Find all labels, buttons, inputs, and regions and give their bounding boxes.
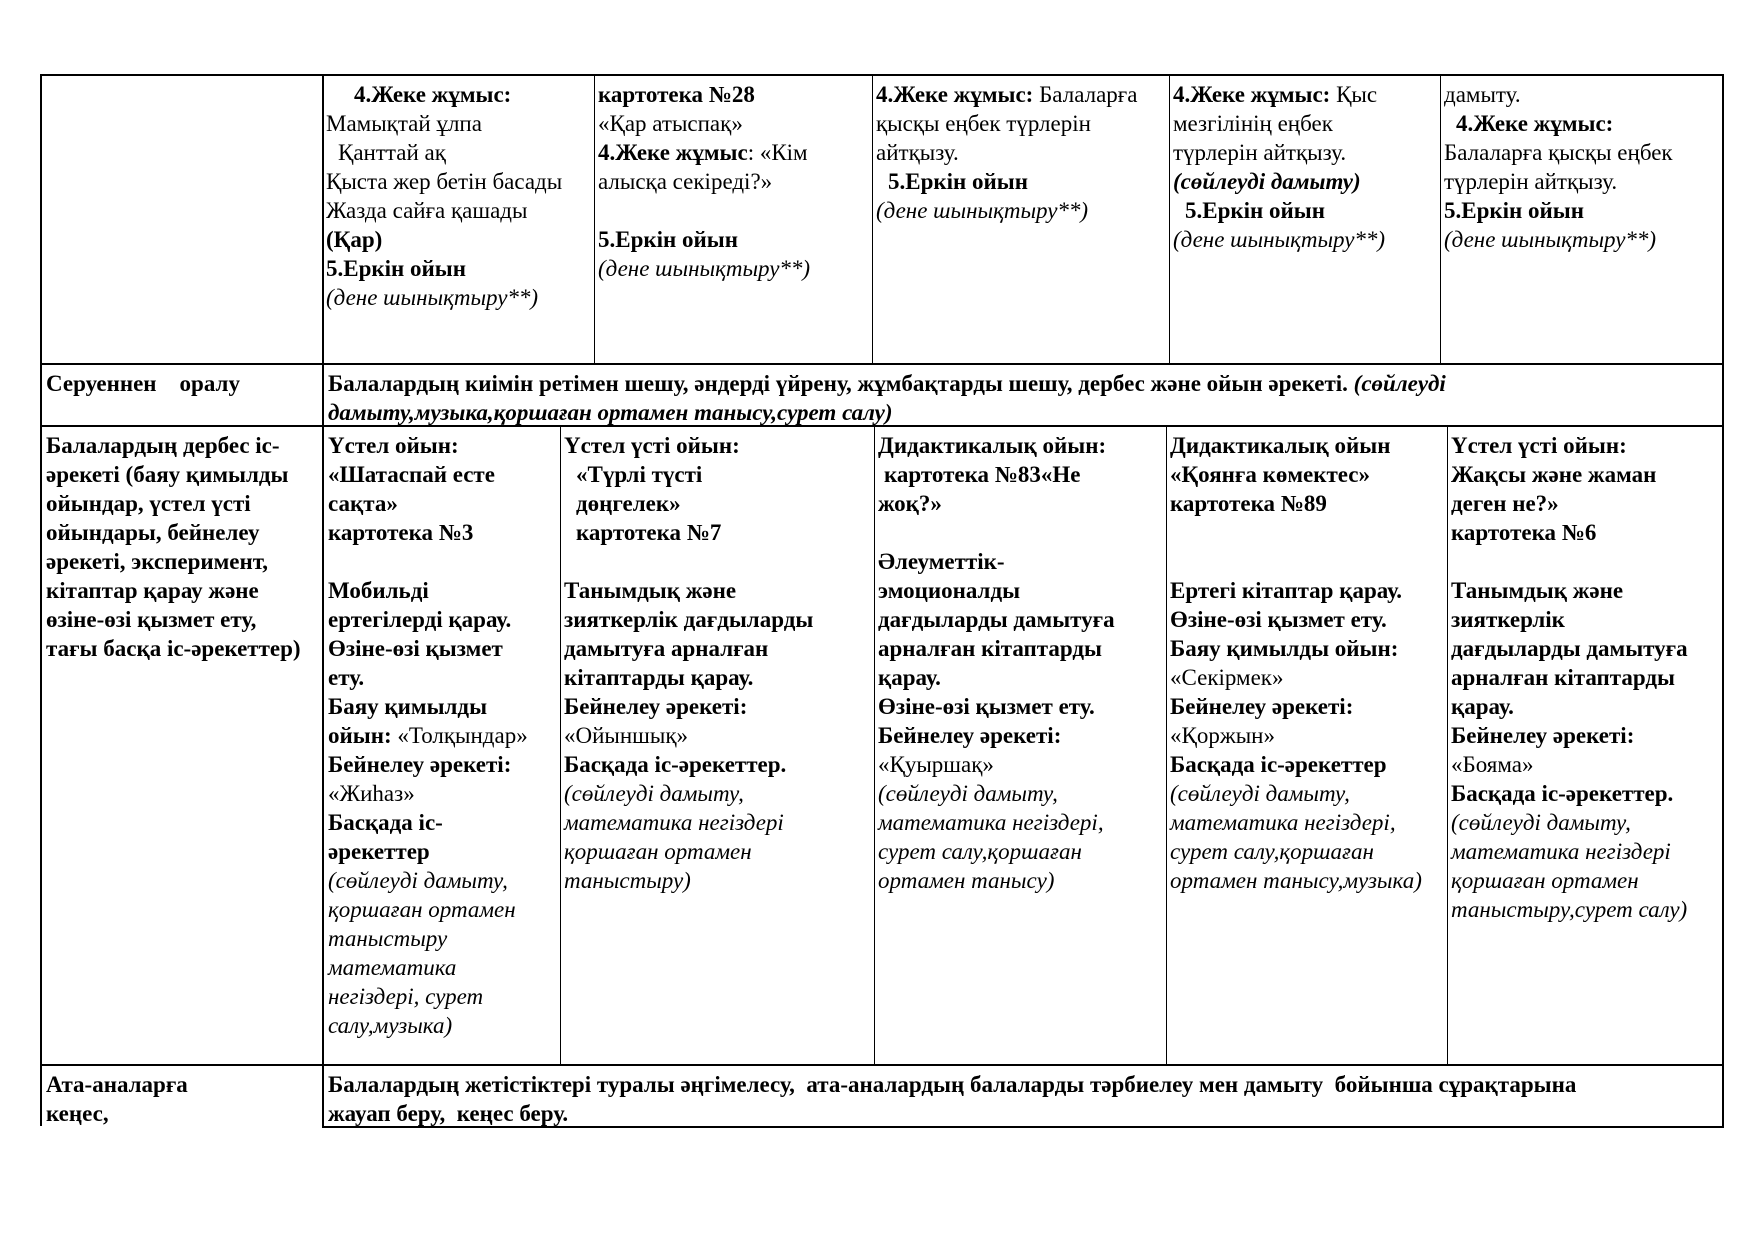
game-name: жоқ?» bbox=[878, 491, 942, 516]
individual-work-heading: 4.Жеке жұмыс: bbox=[1173, 82, 1331, 107]
activity-line: ойын: bbox=[328, 723, 392, 748]
riddle-line-1: Мамықтай ұлпа bbox=[326, 111, 482, 136]
row3-col5-cell bbox=[1447, 429, 1722, 1064]
activity-note: салу,музыка) bbox=[328, 1013, 453, 1038]
activity-line: Өзіне-өзі қызмет bbox=[328, 636, 503, 661]
activity-line: Танымдық және bbox=[564, 578, 737, 603]
game-name-2: деген не?» bbox=[1451, 491, 1559, 516]
return-from-walk-note: (сөйлеуді bbox=[1353, 371, 1446, 396]
activity-value: «Секірмек» bbox=[1170, 665, 1284, 690]
parents-consult-text-2: жауап беру, кеңес беру. bbox=[328, 1101, 569, 1126]
free-play-heading: 5.Еркін ойын bbox=[598, 227, 738, 252]
free-play-heading: 5.Еркін ойын bbox=[888, 169, 1028, 194]
continued-text: дамыту. bbox=[1444, 82, 1521, 107]
activity-line: Басқада іс-әрекеттер. bbox=[564, 752, 787, 777]
game-name: «Түрлі түсті bbox=[576, 462, 703, 487]
activity-line: эмоционалды bbox=[878, 578, 1021, 603]
activity-line: дамытуға арналған bbox=[564, 636, 769, 661]
activity-note: ортамен танысу) bbox=[878, 868, 1055, 893]
card-number: картотека №89 bbox=[1170, 491, 1327, 516]
activity-value: «Бояма» bbox=[1451, 752, 1534, 777]
activity-note: (сөйлеуді дамыту, bbox=[1451, 810, 1631, 835]
row3-col1-cell bbox=[324, 429, 560, 1064]
row2-label-cell bbox=[42, 367, 322, 425]
game-name-2: сақта» bbox=[328, 491, 398, 516]
riddle-line-4: Жазда сайға қашады bbox=[326, 198, 528, 223]
return-from-walk-note-2: дамыту,музыка,қоршаған ортамен танысу,сурет салу) bbox=[328, 400, 893, 425]
activity-line: арналған кітаптарды bbox=[878, 636, 1102, 661]
table-top-border bbox=[40, 74, 1724, 76]
independent-activity-label-6: кітаптар қарау және bbox=[46, 578, 259, 603]
activity-note: (сөйлеуді дамыту, bbox=[564, 781, 744, 806]
activity-line: Бейнелеу әрекеті: bbox=[878, 723, 1062, 748]
individual-work-heading: 4.Жеке жұмыс: bbox=[354, 82, 512, 107]
individual-work-text: Қыс bbox=[1330, 82, 1378, 107]
individual-work-heading: 4.Жеке жұмыс: bbox=[876, 82, 1034, 107]
row1-col4-cell bbox=[1169, 78, 1440, 363]
activity-line: Бейнелеу әрекеті: bbox=[1451, 723, 1635, 748]
individual-work-text-2: мезгілінің еңбек bbox=[1173, 111, 1333, 136]
free-play-heading: 5.Еркін ойын bbox=[326, 256, 466, 281]
activity-line: Ертегі кітаптар қарау. bbox=[1170, 578, 1403, 603]
table-bottom-border bbox=[322, 1126, 1724, 1128]
speech-development-note: (сөйлеуді дамыту) bbox=[1173, 169, 1361, 194]
activity-note: негіздері, сурет bbox=[328, 984, 484, 1009]
activity-line: Өзіне-өзі қызмет ету. bbox=[1170, 607, 1387, 632]
activity-note: математика негіздері, bbox=[1170, 810, 1396, 835]
individual-work-text: Балаларға қысқы еңбек bbox=[1444, 140, 1673, 165]
return-from-walk-text: Балалардың киімін ретімен шешу, әндерді үйрену, жұмбақтарды шешу, дербес және ойын әрекеті. bbox=[328, 371, 1354, 396]
activity-note: таныстыру) bbox=[564, 868, 691, 893]
activity-note: қоршаған ортамен bbox=[1451, 868, 1639, 893]
individual-work-text: Балаларға bbox=[1033, 82, 1138, 107]
independent-activity-label-7: өзіне-өзі қызмет ету, bbox=[46, 607, 257, 632]
individual-work-heading: 4.Жеке жұмыс bbox=[598, 140, 748, 165]
individual-work-heading: 4.Жеке жұмыс: bbox=[1456, 111, 1614, 136]
free-play-heading: 5.Еркін ойын bbox=[1444, 198, 1584, 223]
activity-line: қарау. bbox=[878, 665, 941, 690]
activity-note: математика негіздері bbox=[564, 810, 784, 835]
game-name: «Шатаспай есте bbox=[328, 462, 495, 487]
individual-work-text-2: алысқа секіреді?» bbox=[598, 169, 773, 194]
activity-note: математика bbox=[328, 955, 457, 980]
table-game-heading: Үстел ойын: bbox=[328, 433, 459, 458]
row1-col2-cell bbox=[594, 78, 872, 363]
game-name: «Қар атыспақ» bbox=[598, 111, 743, 136]
activity-line: Басқада іс-әрекеттер. bbox=[1451, 781, 1674, 806]
didactic-game-heading: Дидактикалық ойын bbox=[1170, 433, 1391, 458]
row4-label-cell bbox=[42, 1068, 322, 1128]
riddle-line-2: Қанттай ақ bbox=[338, 140, 446, 165]
activity-line: зияткерлік дағдыларды bbox=[564, 607, 814, 632]
table-right-border bbox=[1722, 74, 1724, 1128]
independent-activity-label-5: әрекеті, эксперимент, bbox=[46, 549, 269, 574]
game-name: Жақсы және жаман bbox=[1451, 462, 1657, 487]
independent-activity-label-2: әрекеті (баяу қимылды bbox=[46, 462, 289, 487]
activity-line: Танымдық және bbox=[1451, 578, 1624, 603]
activity-line: Басқада іс- bbox=[328, 810, 443, 835]
game-name: «Қоянға көмектес» bbox=[1170, 462, 1371, 487]
didactic-game-heading: Дидактикалық ойын: bbox=[878, 433, 1107, 458]
riddle-answer: (Қар) bbox=[326, 227, 383, 252]
individual-work-text: : «Кім bbox=[747, 140, 808, 165]
row2-content-cell bbox=[324, 367, 1722, 425]
activity-value: «Толқындар» bbox=[391, 723, 528, 748]
activity-note: ортамен танысу,музыка) bbox=[1170, 868, 1422, 893]
individual-work-text-3: айтқызу. bbox=[876, 140, 959, 165]
activity-line: Мобильді bbox=[328, 578, 429, 603]
activity-note: (сөйлеуді дамыту, bbox=[878, 781, 1058, 806]
activity-line: Баяу қимылды bbox=[328, 694, 488, 719]
activity-value: «Ойыншық» bbox=[564, 723, 689, 748]
row3-bottom-border bbox=[40, 1064, 1724, 1066]
activity-line: Өзіне-өзі қызмет ету. bbox=[878, 694, 1095, 719]
free-play-heading: 5.Еркін ойын bbox=[1185, 198, 1325, 223]
parents-consult-text-1: Балалардың жетістіктері туралы әңгімелесу, ата-аналардың балаларды тәрбиелеу мен дамыту бойынша сұрақтарына bbox=[328, 1072, 1577, 1097]
row1-col1-cell bbox=[322, 78, 594, 363]
individual-work-text-2: қысқы еңбек түрлерін bbox=[876, 111, 1091, 136]
activity-note: математика негіздері bbox=[1451, 839, 1671, 864]
card-number: картотека №6 bbox=[1451, 520, 1597, 545]
free-play-note: (дене шынықтыру**) bbox=[326, 285, 539, 310]
activity-note: таныстыру,сурет салу) bbox=[1451, 897, 1688, 922]
activity-value: «Қоржын» bbox=[1170, 723, 1275, 748]
card-number: картотека №3 bbox=[328, 520, 474, 545]
activity-line: Әлеуметтік- bbox=[878, 549, 1005, 574]
activity-line: Бейнелеу әрекеті: bbox=[564, 694, 748, 719]
activity-note: таныстыру bbox=[328, 926, 448, 951]
individual-work-text-2: түрлерін айтқызу. bbox=[1444, 169, 1618, 194]
free-play-note: (дене шынықтыру**) bbox=[876, 198, 1089, 223]
independent-activity-label-4: ойындары, бейнелеу bbox=[46, 520, 260, 545]
activity-line: ету. bbox=[328, 665, 365, 690]
activity-line: әрекеттер bbox=[328, 839, 430, 864]
row4-content-cell bbox=[324, 1068, 1722, 1126]
activity-line: дағдыларды дамытуға bbox=[1451, 636, 1688, 661]
activity-line: арналған кітаптарды bbox=[1451, 665, 1675, 690]
activity-value: «Жиhаз» bbox=[328, 781, 415, 806]
activity-line: қарау. bbox=[1451, 694, 1514, 719]
return-from-walk-label: Серуеннен оралу bbox=[46, 371, 240, 396]
free-play-note: (дене шынықтыру**) bbox=[1173, 227, 1386, 252]
activity-line: Бейнелеу әрекеті: bbox=[1170, 694, 1354, 719]
activity-line: Баяу қимылды ойын: bbox=[1170, 636, 1399, 661]
activity-value: «Қуыршақ» bbox=[878, 752, 994, 777]
card-number: картотека №83«Не bbox=[884, 462, 1081, 487]
game-name-2: дөңгелек» bbox=[576, 491, 681, 516]
activity-note: (сөйлеуді дамыту, bbox=[1170, 781, 1350, 806]
riddle-line-3: Қыста жер бетін басады bbox=[326, 169, 563, 194]
row3-col4-cell bbox=[1166, 429, 1447, 1064]
activity-line: дағдыларды дамытуға bbox=[878, 607, 1115, 632]
row1-bottom-border bbox=[40, 363, 1724, 365]
activity-line: Басқада іс-әрекеттер bbox=[1170, 752, 1387, 777]
activity-note: қоршаған ортамен bbox=[564, 839, 752, 864]
activity-line: ертегілерді қарау. bbox=[328, 607, 512, 632]
row3-col2-cell bbox=[560, 429, 874, 1064]
table-game-heading: Үстел үсті ойын: bbox=[1451, 433, 1627, 458]
activity-line: кітаптарды қарау. bbox=[564, 665, 754, 690]
row1-col3-cell bbox=[872, 78, 1169, 363]
activity-note: сурет салу,қоршаған bbox=[878, 839, 1082, 864]
row3-label-cell bbox=[42, 429, 322, 1064]
independent-activity-label-8: тағы басқа іс-әрекеттер) bbox=[46, 636, 301, 661]
individual-work-text-3: түрлерін айтқызу. bbox=[1173, 140, 1347, 165]
free-play-note: (дене шынықтыру**) bbox=[1444, 227, 1657, 252]
activity-line: Бейнелеу әрекеті: bbox=[328, 752, 512, 777]
parents-consult-label-1: Ата-аналарға bbox=[46, 1072, 188, 1097]
parents-consult-label-2: кеңес, bbox=[46, 1101, 109, 1126]
independent-activity-label-3: ойындар, үстел үсті bbox=[46, 491, 251, 516]
activity-note: математика негіздері, bbox=[878, 810, 1104, 835]
row1-col5-cell bbox=[1440, 78, 1722, 363]
activity-note: сурет салу,қоршаған bbox=[1170, 839, 1374, 864]
row3-col3-cell bbox=[874, 429, 1166, 1064]
activity-note: қоршаған ортамен bbox=[328, 897, 516, 922]
free-play-note: (дене шынықтыру**) bbox=[598, 256, 811, 281]
row2-bottom-border bbox=[40, 425, 1724, 427]
table-game-heading: Үстел үсті ойын: bbox=[564, 433, 740, 458]
card-number: картотека №28 bbox=[598, 82, 755, 107]
activity-note: (сөйлеуді дамыту, bbox=[328, 868, 508, 893]
activity-line: зияткерлік bbox=[1451, 607, 1565, 632]
independent-activity-label-1: Балалардың дербес іс- bbox=[46, 433, 280, 458]
card-number: картотека №7 bbox=[576, 520, 722, 545]
